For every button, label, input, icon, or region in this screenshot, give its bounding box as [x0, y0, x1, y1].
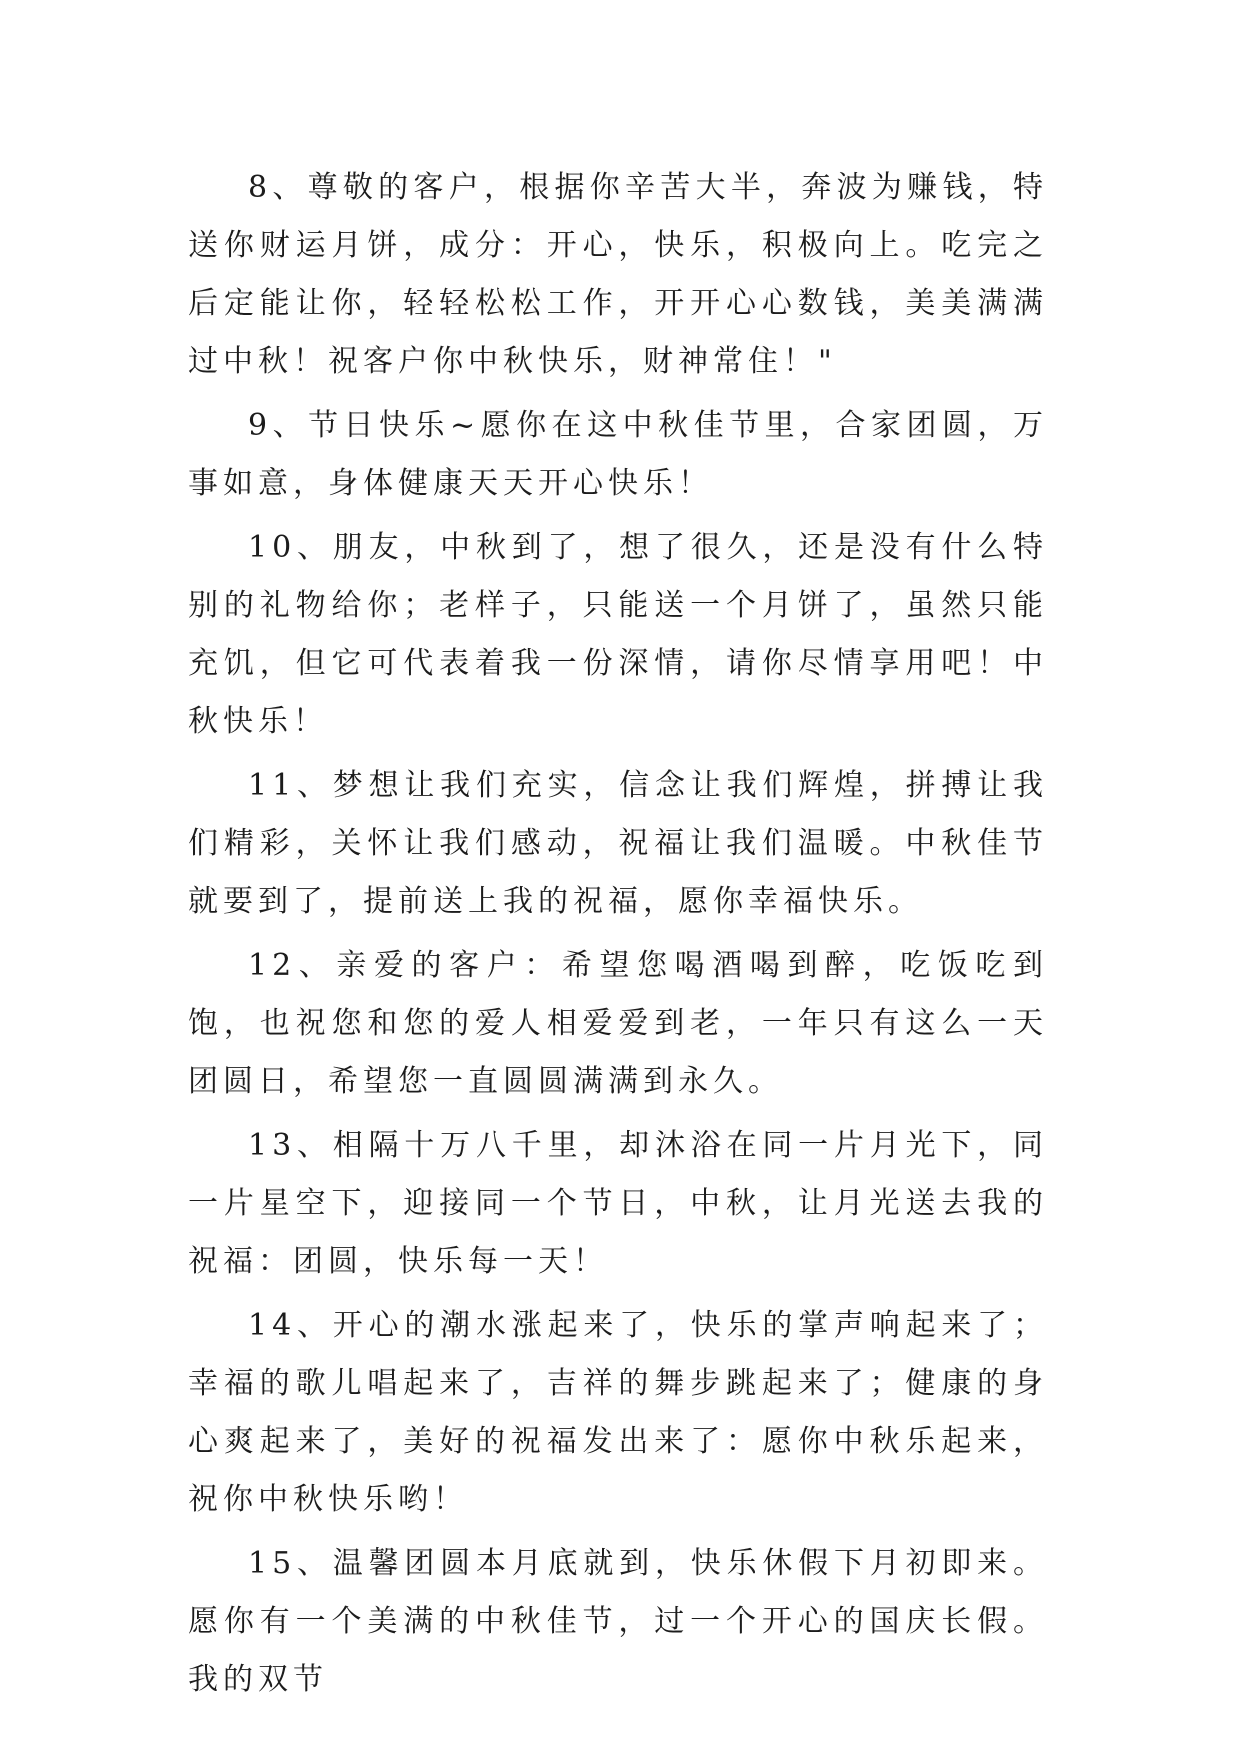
paragraph-14: 14、开心的潮水涨起来了，快乐的掌声响起来了；幸福的歌儿唱起来了，吉祥的舞步跳起来了；健康的身心爽起来了，美好的祝福发出来了：愿你中秋乐起来，祝你中秋快乐哟！	[188, 1308, 1048, 1517]
paragraph-10: 10、朋友，中秋到了，想了很久，还是没有什么特别的礼物给你；老样子，只能送一个月饼了，虽然只能充饥，但它可代表着我一份深情，请你尽情享用吧！中秋快乐！	[188, 530, 1048, 739]
paragraph-15: 15、温馨团圆本月底就到，快乐休假下月初即来。愿你有一个美满的中秋佳节，过一个开心的国庆长假。我的双节	[188, 1546, 1048, 1697]
document-body	[188, 159, 1048, 1715]
paragraph-8: 8、尊敬的客户，根据你辛苦大半，奔波为赚钱，特送你财运月饼，成分：开心，快乐，积极向上。吃完之后定能让你，轻轻松松工作，开开心心数钱，美美满满过中秋！祝客户你中秋快乐，财神常住！"	[188, 170, 1048, 379]
paragraph-11: 11、梦想让我们充实，信念让我们辉煌，拼搏让我们精彩，关怀让我们感动，祝福让我们温暖。中秋佳节就要到了，提前送上我的祝福，愿你幸福快乐。	[188, 768, 1048, 919]
paragraph-12: 12、亲爱的客户：希望您喝酒喝到醉，吃饭吃到饱，也祝您和您的爱人相爱爱到老，一年只有这么一天团圆日，希望您一直圆圆满满到永久。	[188, 948, 1048, 1099]
paragraph-13: 13、相隔十万八千里，却沐浴在同一片月光下，同一片星空下，迎接同一个节日，中秋，让月光送去我的祝福：团圆，快乐每一天！	[188, 1128, 1048, 1279]
paragraph-9: 9、节日快乐~愿你在这中秋佳节里，合家团圆，万事如意，身体健康天天开心快乐！	[188, 408, 1048, 501]
